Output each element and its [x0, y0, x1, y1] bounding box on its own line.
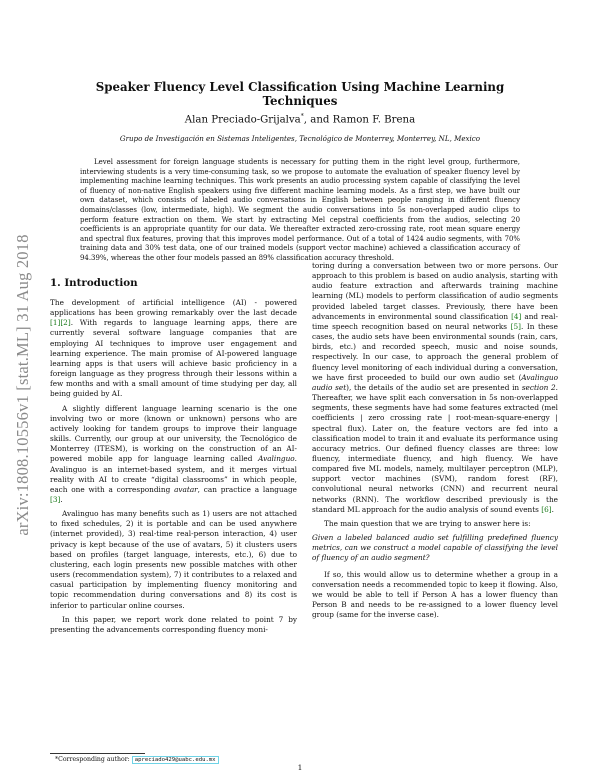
corresponding-mark: * — [300, 113, 304, 120]
intro-paragraph-1: The development of artificial intelligence (AI) - powered applications has been growing remarkably over the last decade [1][2]. With regards to language learning apps, there are currently several software language companies that are employing AI techniques to improve user engagement and learning experience. The main promise of AI-powered language learning apps is that users will achieve basic proficiency in a foreign language as they progress through their lessons within a few months and with a small amount of time studying per day, all being guided by AI. — [50, 298, 297, 399]
intro-paragraph-3: Avalinguo has many benefits such as 1) users are not attached to fixed schedules, 2) it is portable and can be used anywhere (internet provided), 3) real-time real-person interaction, 4) user privacy is kept because of the use of avatars, 5) it clusters users based on profiles (target language, interests, etc.), 6) due to clustering, each login presents new possible matches with other users (recommendation system), 7) it contributes to a relaxed and casual participation by implementing fluency monitoring and topic recommendation during conversations and 8) its cost is inferior to particular online courses. — [50, 509, 297, 610]
left-column — [50, 277, 297, 752]
footnote-label: *Corresponding author: — [55, 756, 132, 763]
intro-paragraph-7: If so, this would allow us to determine whether a group in a conversation needs a recommended topic to keep it flowing. Also, we would be able to tell if Person A has a lower fluency than Person B and needs to be re-assigned to a lower fluency level group (same for the inverse case). — [312, 569, 558, 620]
page-number: 1 — [297, 763, 303, 772]
arxiv-identifier: arXiv:1808.10556v1 [stat.ML] 31 Aug 2018 — [13, 234, 32, 536]
intro-paragraph-2: A slightly different language learning scenario is the one involving two or more (known or unknown) persons who are actively looking for tandem groups to improve their language skills. Currently, our group at our university, the Tecnológico de Monterrey (ITESM), is working on the construction of an AI-powered mobile app for language learning called Avalinguo. Avalinguo is an internet-based system, and it merges virtual reality with AI to create “digital classrooms” in which people, each one with a corresponding avatar, can practice a language [3]. — [50, 403, 297, 504]
intro-paragraph-4: In this paper, we report work done related to point 7 by presenting the advancements corresponding fluency moni- — [50, 614, 297, 634]
intro-paragraph-5: toring during a conversation between two or more persons. Our approach to this problem is based on audio analysis, starting with audio feature extraction and afterwards training machine learning (ML) models to perform classification of audio segments provided labeled target classes. Previously, there have been advancements in environmental sound classification [4] and real-time speech recognition based on neural networks [5]. In these cases, the audio sets have been environmental sounds (rain, cars, birds, etc.) and recorded speech, music and noise sounds, respectively. In our case, to approach the general problem of fluency level monitoring of each individual during a conversation, we have first proceeded to build our own audio set (Avalinguo audio set), the details of the audio set are presented in section 2. Thereafter, we have split each conversation in 5s non-overlapped segments, these segments have had some features extracted (mel coefficients | zero crossing rate | root-mean-square-energy | spectral flux). Later on, the feature vectors are fed into a classification model to train it and evaluate its performance using accuracy metrics. Our defined fluency classes are three: low fluency, intermediate fluency, and high fluency. We have compared five ML models, namely, multilayer perceptron (MLP), support vector machines (SVM), random forest (RF), convolutional neural networks (CNN) and recurrent neural networks (RNN). The workflow described previously is the standard ML approach for the audio analysis of sound events [6]. — [312, 261, 558, 514]
citation-link[interactable]: [6] — [541, 504, 552, 514]
citation-link[interactable]: [3] — [50, 494, 61, 504]
affiliation: Grupo de Investigación en Sistemas Inteligentes, Tecnológico de Monterrey, Monterrey, NL, Mexico — [119, 134, 481, 143]
abstract: Level assessment for foreign language students is necessary for putting them in the right level group, furthermore, interviewing students is a very time-consuming task, so we propose to automate the evaluation of speaker fluency level by implementing machine learning techniques. This work presents an audio processing system capable of classifying the level of fluency of non-native English speakers using five different machine learning models. As a first step, we have built our own dataset, which consists of labeled audio conversations in English between people ranging in different fluency domains/classes (low, intermediate, high). We segment the audio conversations into 5s non-overlapped audio clips to perform feature extraction on them. We start by extracting Mel cepstral coefficients from the audios, selecting 20 coefficients is an appropriate quantity for our data. We thereafter extracted zero-crossing rate, root mean square energy and spectral flux features, proving that this improves model performance. Out of a total of 1424 audio segments, with 70% training data and 30% test data, one of our trained models (support vector machine) achieved a classification accuracy of 94.39%, whereas the other four models passed an 89% classification accuracy threshold. — [80, 158, 520, 262]
citation-link[interactable]: [1][2] — [50, 318, 71, 328]
research-question: Given a labeled balanced audio set fulfilling predefined fluency metrics, can we construct a model capable of classifying the level of fluency of an audio segment? — [312, 533, 558, 563]
citation-link[interactable]: [5] — [510, 321, 521, 331]
arxiv-stamp — [8, 200, 38, 570]
author-list — [60, 113, 540, 125]
email-link[interactable]: apreciado429@uabc.edu.mx — [132, 756, 219, 764]
section-reference[interactable]: section 2 — [521, 382, 556, 392]
author-separator: , and — [303, 114, 333, 126]
paper-title: Speaker Fluency Level Classification Using Machine Learning Techniques — [95, 80, 505, 108]
author-1: Alan Preciado-Grijalva — [184, 114, 301, 126]
section-heading-introduction: 1. Introduction — [50, 277, 138, 289]
citation-link[interactable]: [4] — [511, 311, 522, 321]
footnote-divider — [50, 753, 145, 754]
intro-paragraph-6: The main question that we are trying to answer here is: — [324, 518, 531, 528]
footnote — [55, 756, 219, 763]
right-column — [312, 261, 558, 731]
author-2: Ramon F. Brena — [332, 114, 416, 126]
